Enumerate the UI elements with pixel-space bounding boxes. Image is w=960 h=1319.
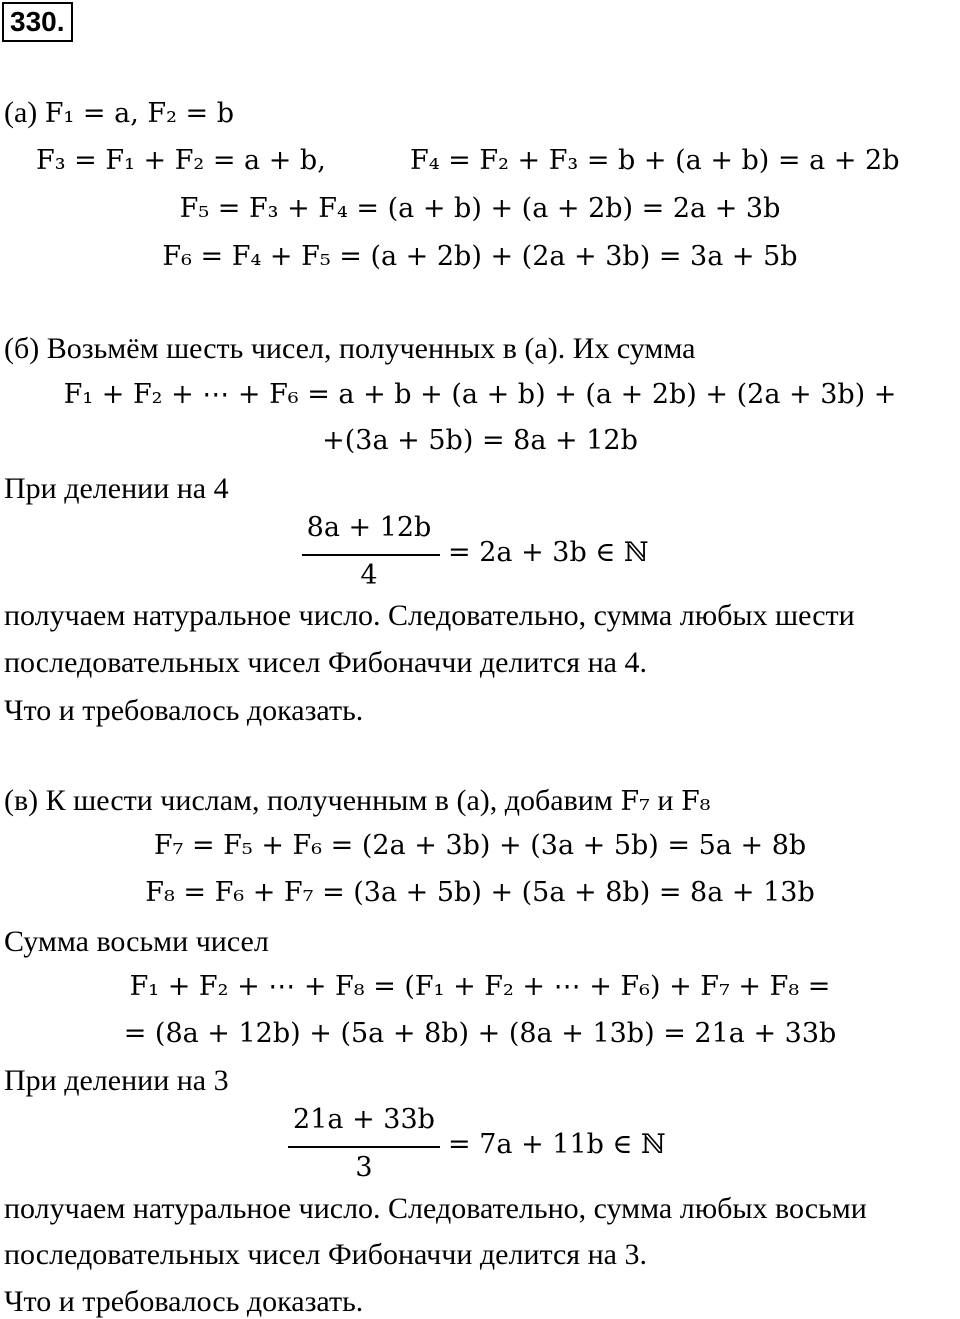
part-b-conclusion-line-2: последовательных чисел Фибоначчи делится на 4. (4, 646, 647, 679)
part-c-fraction-bar (288, 1146, 440, 1148)
part-c-intro (4, 784, 711, 818)
part-a-intro (4, 96, 234, 130)
part-a-f6-formula: F₆ = F₄ + F₅ = (a + 2b) + (2a + 3b) = 3a + 5b (162, 241, 798, 272)
part-a-f5-formula: F₅ = F₃ + F₄ = (a + b) + (a + 2b) = 2a + 3b (179, 193, 781, 224)
part-c-fraction-numerator: 21a + 33b (293, 1104, 435, 1135)
part-c-sum-label: Сумма восьми чисел (4, 925, 269, 958)
part-b-sum-line-1: F₁ + F₂ + ⋯ + F₆ = a + b + (a + b) + (a + 2b) + (2a + 3b) + (63, 379, 897, 410)
part-c-conclusion-line-1: получаем натуральное число. Следовательно, сумма любых восьми (4, 1192, 867, 1225)
part-c-sum-line-1: F₁ + F₂ + ⋯ + F₈ = (F₁ + F₂ + ⋯ + F₆) + F₇ + F₈ = (129, 971, 831, 1002)
part-a-label: (а) (4, 96, 45, 129)
part-c-intro-text: (в) К шести числам, полученным в (а), добавим (4, 784, 621, 817)
part-c-qed: Что и требовалось доказать. (4, 1285, 364, 1318)
problem-number: 330. (2, 2, 73, 42)
part-a-f4-formula: F₄ = F₂ + F₃ = b + (a + b) = a + 2b (410, 145, 900, 176)
part-a-f3-formula: F₃ = F₁ + F₂ = a + b, (36, 145, 326, 176)
part-c-fraction-result: = 7a + 11b ∈ ℕ (448, 1129, 666, 1160)
part-c-division-text: При делении на 3 (4, 1064, 229, 1097)
part-b-fraction-bar (302, 554, 440, 556)
part-c-intro-and: и (649, 784, 681, 817)
part-b-conclusion-line-1: получаем натуральное число. Следовательно, сумма любых шести (4, 599, 855, 632)
part-b-fraction-numerator: 8a + 12b (306, 512, 432, 543)
part-b-division-text: При делении на 4 (4, 472, 229, 505)
part-b-qed: Что и требовалось доказать. (4, 694, 364, 727)
part-a-initial-values: F₁ = a, F₂ = b (44, 98, 235, 129)
part-c-conclusion-line-2: последовательных чисел Фибоначчи делится на 3. (4, 1238, 647, 1271)
part-c-fraction-denominator: 3 (355, 1152, 373, 1183)
part-b-fraction-denominator: 4 (360, 560, 378, 591)
part-c-intro-f7: F₇ (620, 786, 650, 817)
part-b-intro: (б) Возьмём шесть чисел, полученных в (а). Их сумма (4, 332, 696, 365)
part-c-f7-formula: F₇ = F₅ + F₆ = (2a + 3b) + (3a + 5b) = 5a + 8b (153, 830, 807, 861)
part-c-intro-f8: F₈ (680, 786, 711, 817)
part-c-f8-formula: F₈ = F₆ + F₇ = (3a + 5b) + (5a + 8b) = 8a + 13b (145, 877, 815, 908)
part-b-sum-line-2: +(3a + 5b) = 8a + 12b (322, 425, 638, 456)
part-b-fraction-result: = 2a + 3b ∈ ℕ (448, 537, 649, 568)
part-c-sum-line-2: = (8a + 12b) + (5a + 8b) + (8a + 13b) = 21a + 33b (123, 1018, 837, 1049)
